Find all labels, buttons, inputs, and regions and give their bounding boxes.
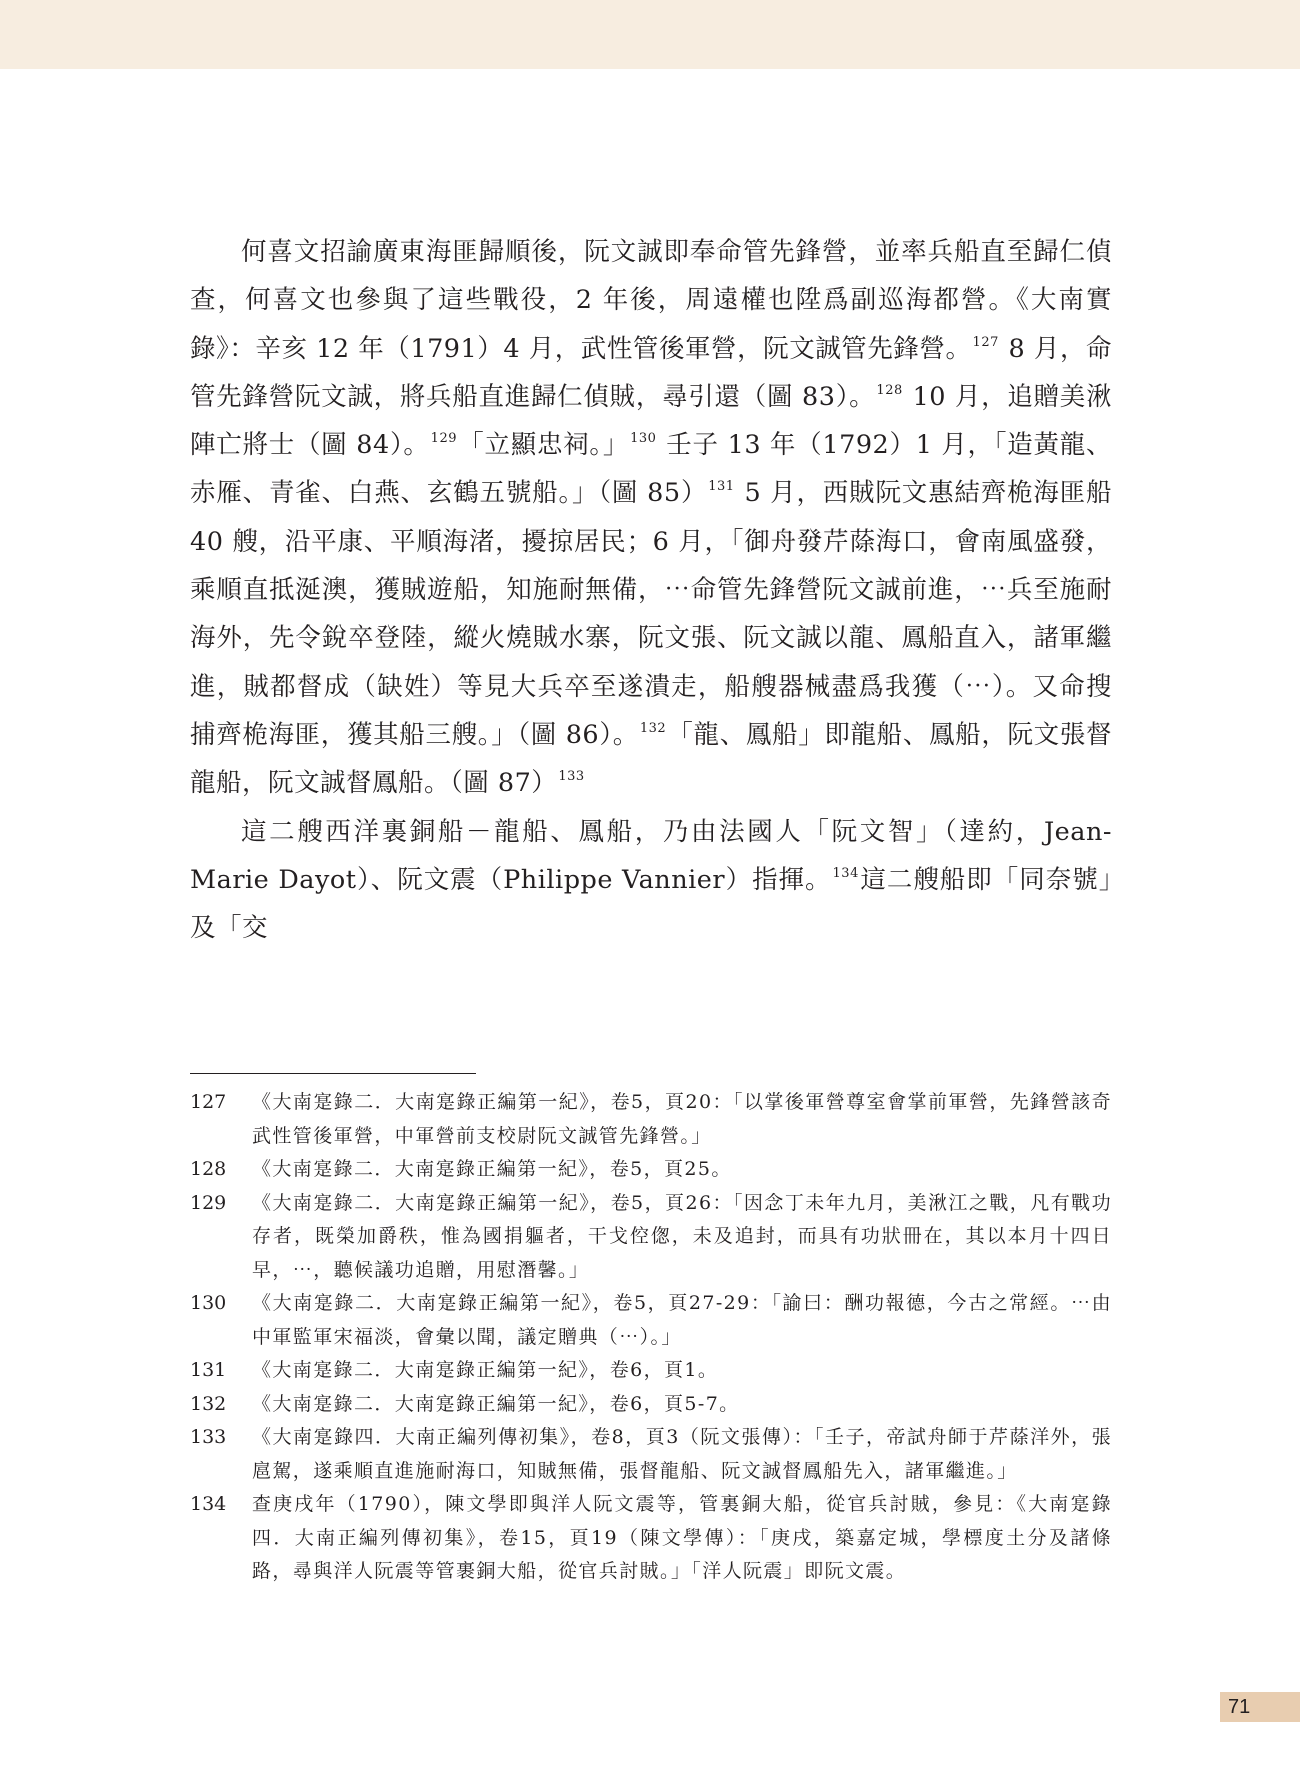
footnote-text: 《大南寔錄二．大南寔錄正編第一紀》，卷6，頁1。: [252, 1359, 719, 1381]
footnote-number: 130: [190, 1292, 227, 1314]
text-run: 5 月，西賊阮文惠結齊桅海匪船 40 艘，沿平康、平順海渚，擾掠居民；6 月，「御舟發芹蒢海口，會南風盛發，乘順直抵涎澳，獲賊遊船，知施耐無備，⋯命管先鋒營阮文誠前進，⋯兵至施耐海外，先令銳卒登陸，縱火燒賊水寨，阮文張、阮文誠以龍、鳳船直入，諸軍繼進，賊都督成（缺姓）等見大兵卒至遂潰走，船艘器械盡爲我獲（⋯）。又命搜捕齊桅海匪，獲其船三艘。」（圖 86）。: [190, 478, 1112, 750]
footnote-134: [190, 1488, 1112, 1589]
footnote-ref-134[interactable]: 134: [832, 865, 859, 881]
footnote-128: [190, 1153, 1112, 1187]
text-run: 8 月，命管先鋒營阮文誠，將兵船直進歸仁偵賊，尋引還（圖 83）。: [190, 333, 1113, 412]
footnote-text: 《大南寔錄二．大南寔錄正編第一紀》，卷5，頁27-29：「諭曰：酬功報德，今古之常經。⋯由中軍監軍宋福淡，會彙以聞，議定贈典（⋯）。」: [252, 1292, 1112, 1348]
footnote-ref-127[interactable]: 127: [972, 334, 999, 350]
footnote-ref-128[interactable]: 128: [876, 382, 903, 398]
footnote-divider: [190, 1073, 476, 1074]
paragraph-1: [190, 228, 1112, 808]
footnote-text: 《大南寔錄四．大南正編列傳初集》，卷8，頁3（阮文張傳）：「壬子，帝試舟師于芹蒢洋外，張扈駕，遂乘順直進施耐海口，知賊無備，張督龍船、阮文誠督鳳船先入，諸軍繼進。」: [252, 1426, 1112, 1482]
text-run: 「龍、鳳船」即龍船、鳳船，阮文張督龍船，阮文誠督鳳船。（圖 87）: [190, 719, 1112, 799]
footnote-127: [190, 1086, 1112, 1153]
text-run: 10 月，追贈美湫陣亡將士（圖 84）。: [190, 381, 1112, 461]
footnote-ref-131[interactable]: 131: [708, 479, 735, 495]
footnote-number: 134: [190, 1493, 227, 1515]
footnote-text: 《大南寔錄二．大南寔錄正編第一紀》，卷5，頁26：「因念丁未年九月，美湫江之戰，凡有戰功存者，既榮加爵秩，惟為國捐軀者，干戈倥偬，未及追封，而具有功狀冊在，其以本月十四日早，⋯，聽候議功追贈，用慰潛馨。」: [252, 1191, 1112, 1281]
footnote-132: [190, 1388, 1112, 1422]
footnote-130: [190, 1287, 1112, 1354]
footnote-text: 《大南寔錄二．大南寔錄正編第一紀》，卷5，頁25。: [252, 1158, 732, 1180]
footnotes: [190, 1086, 1112, 1589]
footnote-ref-130[interactable]: 130: [630, 431, 657, 447]
footnote-number: 132: [190, 1392, 227, 1415]
text-run: 壬子 13 年（1792）1 月，「造黃龍、赤雁、青雀、白燕、玄鶴五號船。」（圖 85）: [190, 430, 1112, 509]
footnote-131: [190, 1354, 1112, 1388]
text-run: 「立顯忠祠。」: [458, 430, 630, 461]
text-run: 這二艘船即「同奈號」及「交: [190, 864, 1112, 944]
footnote-text: 查庚戌年（1790），陳文學即與洋人阮文震等，管裏銅大船，從官兵討賊，參見：《大南寔錄四．大南正編列傳初集》，卷15，頁19（陳文學傳）：「庚戌，築嘉定城，學標度土分及諸條路，尋與洋人阮震等管裹銅大船，從官兵討賊。」「洋人阮震」即阮文震。: [252, 1493, 1112, 1582]
footnote-ref-133[interactable]: 133: [558, 769, 585, 785]
main-text: [190, 228, 1112, 952]
footnote-text: 《大南寔錄二．大南寔錄正編第一紀》，卷6，頁5-7。: [252, 1392, 740, 1415]
footnote-number: 133: [190, 1426, 227, 1448]
footnote-number: 131: [190, 1359, 227, 1381]
footnote-number: 129: [190, 1191, 227, 1214]
footnote-ref-132[interactable]: 132: [639, 720, 667, 736]
text-run: 何喜文招諭廣東海匪歸順後，阮文誠即奉命管先鋒營，並率兵船直至歸仁偵查，何喜文也參與了這些戰役，2 年後，周遠權也陞爲副巡海都營。《大南實錄》：辛亥 12 年（1791）4 月，武性管後軍營，阮文誠管先鋒營。: [190, 237, 1112, 364]
footnote-133: [190, 1421, 1112, 1488]
footnote-number: 127: [190, 1091, 227, 1113]
paragraph-2: [190, 808, 1112, 953]
footnote-ref-129[interactable]: 129: [430, 431, 457, 447]
footnote-text: 《大南寔錄二．大南寔錄正編第一紀》，卷5，頁20：「以掌後軍營尊室會掌前軍營，先鋒營該奇武性管後軍營，中軍營前支校尉阮文誠管先鋒營。」: [252, 1091, 1112, 1147]
text-run: 這二艘西洋裏銅船－龍船、鳳船，乃由法國人「阮文智」（達約，Jean-Marie Dayot）、阮文震（Philippe Vannier）指揮。: [190, 816, 1112, 895]
footnote-129: [190, 1187, 1112, 1288]
footnote-number: 128: [190, 1158, 227, 1180]
header-band: [0, 0, 1300, 69]
page-number: 71: [1228, 1696, 1251, 1718]
